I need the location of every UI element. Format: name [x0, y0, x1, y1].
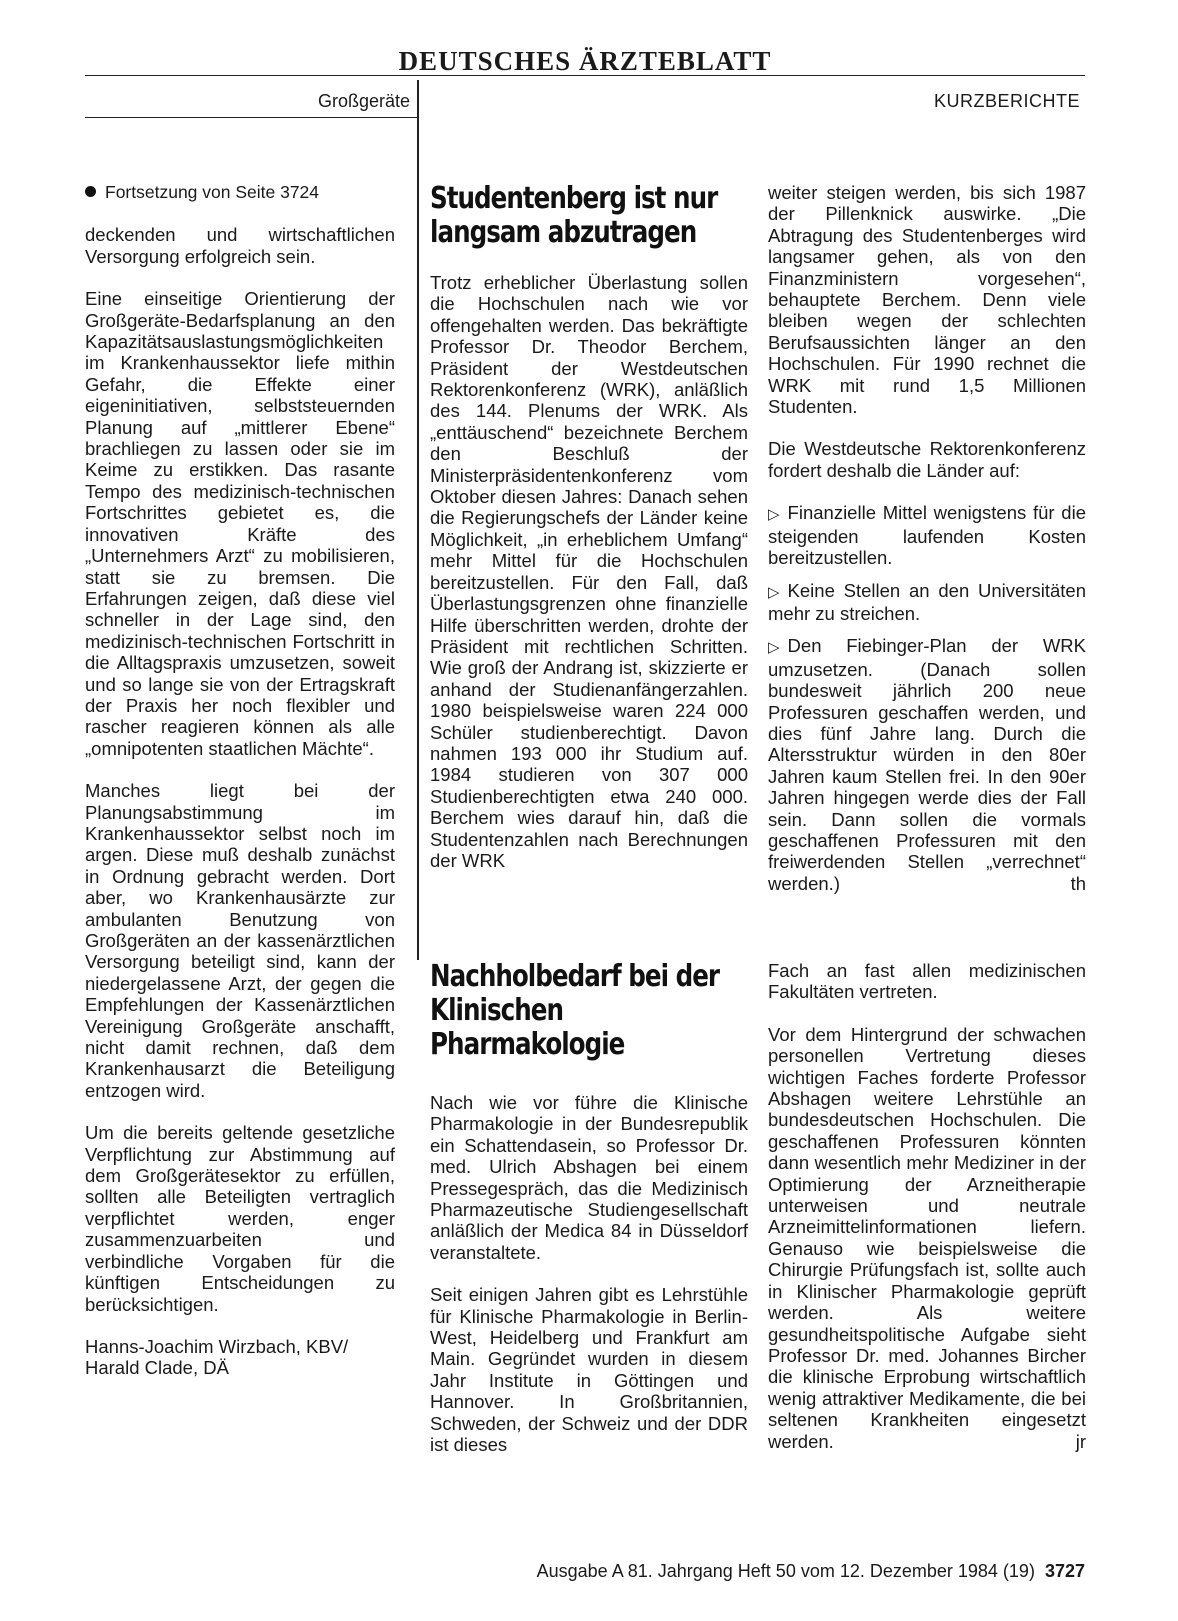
header-rule — [85, 75, 1085, 76]
demand-item — [768, 502, 1086, 568]
paragraph: Seit einigen Jahren gibt es Lehrstühle für Klinische Pharmakologie in Berlin-West, Heidelberg und Frankfurt am Main. Gegründet wurden in diesem Jahr Institute in Göttingen und Hannover. In Großbritannien, Schweden, der Schweiz und der DDR ist dieses — [430, 1284, 748, 1456]
paragraph: Eine einseitige Orientierung der Großgeräte-Bedarfsplanung an den Kapazitätsauslastungsmöglichkeiten im Krankenhaussektor liefe mithin Gefahr, die Effekte einer eigeninitiativen, selbststeuernden Planung auf „mittlerer Ebene“ brachliegen zu lassen oder sie im Keime zu erstikken. Das rasante Tempo des medizinisch-technischen Fortschrittes gebietet es, die innovativen Kräfte des „Unternehmers Arzt“ zu mobilisieren, statt sie zu bremsen. Die Erfahrungen zeigen, daß diese viel schneller in der Lage sind, den medizinisch-technischen Fortschritt in die Alltagspraxis umzusetzen, soweit und so lange sie von der Ertragskraft der Praxis her noch flexibler und rascher reagieren können als alle „omnipotenten staatlichen Mächte“. — [85, 288, 395, 759]
triangle-right-icon: ▷ — [768, 583, 780, 601]
paragraph-text: Vor dem Hintergrund der schwachen personellen Vertretung dieses wichtigen Faches forderte Professor Abshagen weitere Lehrstühle an bundesdeutschen Hochschulen. Die geschaffenen Professuren könnten dann wesentlich mehr Mediziner in der Optimierung der Arzneitherapie unterweisen und neutrale Arzneimittelinformationen liefern. Genauso wie beispielsweise die Chirurgie Prüfungsfach ist, sollte auch in Klinischer Pharmakologie geprüft werden. Als weitere gesundheitspolitische Aufgabe sieht Professor Dr. med. Johannes Bircher die klinische Erprobung wirtschaftlich wenig attraktiver Medikamente, die bei seltenen Krankheiten eingesetzt werden. — [768, 1023, 1086, 1452]
paragraph: Manches liegt bei der Planungsabstimmung im Krankenhaussektor selbst noch im argen. Diese muß deshalb zunächst in Ordnung gebracht werden. Dort aber, wo Krankenhausärzte zur ambulanten Benutzung von Großgeräten an der kassenärztlichen Versorgung beteiligt sind, kann der niedergelassene Arzt, der gegen die Empfehlungen der Kassenärztlichen Vereinigung Großgeräte anschafft, nicht damit rechnen, daß dem Krankenhausarzt die Beteiligung entzogen wird. — [85, 780, 395, 1101]
continuation-note — [85, 182, 395, 203]
paragraph: Die Westdeutsche Rektorenkonferenz fordert deshalb die Länder auf: — [768, 438, 1086, 481]
paragraph: deckenden und wirtschaftlichen Versorgung erfolgreich sein. — [85, 224, 395, 267]
demand-text: Keine Stellen an den Universitäten mehr zu streichen. — [768, 579, 1086, 624]
page-number: 3727 — [1044, 1561, 1085, 1581]
article-studentenberg-continued — [768, 182, 1086, 915]
continuation-text: Fortsetzung von Seite 3724 — [105, 182, 320, 202]
demand-text: Den Fiebinger-Plan der WRK umzusetzen. (Danach sollen bundesweit jährlich 200 neue Professuren geschaffen werden, und dies fünf Jahre lang. Durch die Altersstruktur würden in den 80er Jahren kaum Stellen frei. In den 90er Jahren hingegen werde dies der Fall sein. Dann sollen die vormals geschaffenen Professuren mit den freiwerdenden Stellen „verrechnet“ werden.) — [768, 635, 1086, 894]
masthead: DEUTSCHES ÄRZTEBLATT — [398, 46, 772, 76]
paragraph — [768, 1024, 1086, 1452]
continued-article — [85, 182, 395, 1379]
author-initials: jr — [1075, 1430, 1086, 1452]
paragraph: weiter steigen werden, bis sich 1987 der Pillenknick auswirke. „Die Abtragung des Studentenberges wird langsamer gehen, als von den Finanzministern vorgesehen“, behauptete Berchem. Denn viele bleiben wegen der schlechten Berufsaussichten länger an den Hochschulen. Für 1990 rechnet die WRK mit rund 1,5 Millionen Studenten. — [768, 182, 1086, 418]
page-footer — [430, 1560, 1085, 1582]
demand-text: Finanzielle Mittel wenigstens für die steigenden laufenden Kosten bereitzustellen. — [768, 502, 1086, 569]
article-pharmakologie-continued — [768, 960, 1086, 1473]
author-line: Harald Clade, DÄ — [85, 1357, 229, 1379]
section-label-left: Großgeräte — [317, 91, 410, 111]
demand-item — [768, 635, 1086, 894]
issue-info: Ausgabe A 81. Jahrgang Heft 50 vom 12. Dezember 1984 (19) — [536, 1561, 1035, 1581]
author-credit — [85, 1336, 395, 1379]
triangle-right-icon: ▷ — [768, 639, 780, 657]
section-label-right: KURZBERICHTE — [933, 91, 1080, 111]
triangle-right-icon: ▷ — [768, 506, 780, 524]
author-initials: th — [1070, 872, 1086, 894]
bullet-icon — [85, 186, 96, 197]
demand-item — [768, 580, 1086, 625]
article-headline: Nachholbedarf bei der Klinischen Pharmakologie — [430, 959, 720, 1062]
article-pharmakologie — [430, 960, 748, 1477]
paragraph: Nach wie vor führe die Klinische Pharmakologie in der Bundesrepublik ein Schattendasein, so Professor Dr. med. Ulrich Abshagen bei einem Pressegespräch, das die Medizinisch Pharmazeutische Studiengesellschaft anläßlich der Medica 84 in Düsseldorf veranstaltete. — [430, 1092, 748, 1263]
paragraph: Trotz erheblicher Überlastung sollen die Hochschulen nach wie vor offengehalten werden. Das bekräftigte Professor Dr. Theodor Berchem, Präsident der Westdeutschen Rektorenkonferenz (WRK), anläßlich des 144. Plenums der WRK. Als „enttäuschend“ bezeichnete Berchem den Beschluß der Ministerpräsidentenkonferenz vom Oktober diesen Jahres: Danach sehen die Regierungschefs der Länder keine Möglichkeit, „in erheblichem Umfang“ mehr Mittel für die Hochschulen bereitzustellen. Für den Fall, daß Überlastungsgrenzen ohne finanzielle Hilfe überschritten werden, drohte der Präsident mit rechtlichen Schritten. Wie groß der Andrang ist, skizzierte er anhand der Studienanfängerzahlen. 1980 beispielsweise waren 224 000 Schüler studienberechtigt. Davon nahmen 193 000 ihr Studium auf. 1984 studieren von 307 000 Studienberechtigten etwa 240 000. Berchem wies darauf hin, daß die Studentenzahlen nach Berechnungen der WRK — [430, 272, 748, 871]
section-rule — [85, 117, 417, 118]
article-studentenberg — [430, 182, 748, 892]
author-line: Hanns-Joachim Wirzbach, KBV/ — [85, 1335, 349, 1357]
paragraph: Um die bereits geltende gesetzliche Verpflichtung zur Abstimmung auf dem Großgerätesektor zu erfüllen, sollten alle Beteiligten vertraglich verpflichtet werden, enger zusammenzuarbeiten und verbindliche Vorgaben für die künftigen Entscheidungen zu berücksichtigen. — [85, 1122, 395, 1315]
column-divider — [417, 80, 419, 960]
article-headline: Studentenberg ist nur langsam abzutragen — [430, 181, 718, 250]
paragraph: Fach an fast allen medizinischen Fakultäten vertreten. — [768, 960, 1086, 1003]
